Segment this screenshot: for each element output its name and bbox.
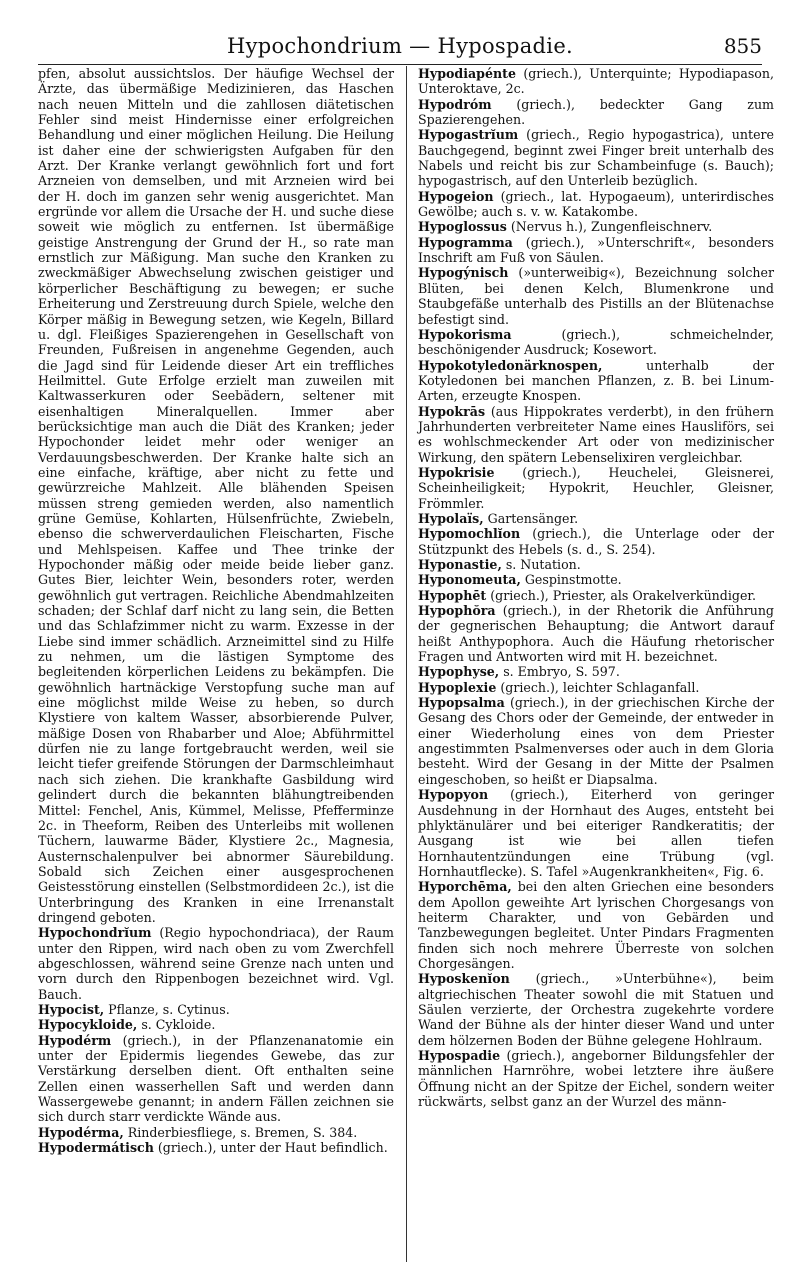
entry-headword: Hypodérm bbox=[38, 1032, 112, 1048]
entry-definition: (griech.), bedeckter Gang zum Spazierengehen. bbox=[418, 96, 774, 128]
entry-headword: Hypophŏra bbox=[418, 603, 496, 619]
entry-definition: (griech.), Heuchelei, Gleisnerei, Scheinheiligkeit; Hypokrit, Heuchler, Gleisner, Frömmler. bbox=[418, 464, 774, 511]
dictionary-entry bbox=[418, 127, 774, 188]
continued-paragraph: pfen, absolut aussichtslos. Der häufige Wechsel der Ärzte, das übermäßige Medizinieren, das Haschen nach neuen Mitteln und die zahllosen diätetischen Fehler sind meist Hindernisse einer erfolgreichen Behandlung und einer möglichen Heilung. Die Heilung ist daher eine der schwierigsten Aufgaben für den Arzt. Der Kranke verlangt gewöhnlich fort und fort Arzneien von demselben, und mit Arzneien wird bei der H. doch im ganzen sehr wenig ausgerichtet. Man ergründe vor allem die Ursache der H. und suche diese soweit wie möglich zu entfernen. Ist übermäßige geistige Anstrengung der Grund der H., so rate man ernstlich zur Mäßigung. Man suche den Kranken zu zweckmäßiger Abwechselung zwischen geistiger und körperlicher Beschäftigung zu bewegen; er suche Erheiterung und Zerstreuung durch Spiele, welche den Körper mäßig in Bewegung setzen, wie Kegeln, Billard u. dgl. Fleißiges Spazierengehen in Gesellschaft von Freunden, Fußreisen in angenehme Gegenden, auch die Jagd sind für Leidende dieser Art ein treffliches Heilmittel. Gute Erfolge erzielt man zuweilen mit Kaltwasserkuren oder Seebädern, seltener mit eisenhaltigen Mineralquellen. Immer aber berücksichtige man auch die Diät des Kranken; jeder Hypochonder leidet mehr oder weniger an Verdauungsbeschwerden. Der Kranke halte sich an eine einfache, kräftige, aber nicht zu fette und gewürzreiche Mahlzeit. Alle blähenden Speisen müssen streng gemieden werden, also namentlich grüne Gemüse, Kohlarten, Hülsenfrüchte, Zwiebeln, ebenso die schwerverdaulichen Fleischarten, Fische und Mehlspeisen. Kaffee und Thee trinke der Hypochonder mäßig oder meide beide lieber ganz. Gutes Bier, leichter Wein, besonders roter, werden gewöhnlich gut vertragen. Reichliche Abendmahlzeiten schaden; der Schlaf darf nicht zu lang sein, die Betten und das Schlafzimmer nicht zu warm. Exzesse in der Liebe sind immer schädlich. Arzneimittel sind zu Hilfe zu nehmen, um die lästigen Symptome des begleitenden körperlichen Leidens zu bekämpfen. Die gewöhnlich hartnäckige Verstopfung suche man auf eine möglichst milde Weise zu heben, so durch Klystiere von kaltem Wasser, absorbierende Pulver, mäßige Dosen von Rhabarber und Aloe; Abführmittel dürfen nie zu lange fortgebraucht werden, weil sie leicht tiefer greifende Störungen der Darmschleimhaut nach sich ziehen. Die krankhafte Gasbildung wird gelindert durch die bekannten blähungtreibenden Mittel: Fenchel, Anis, Kümmel, Melisse, Pfefferminze 2c. in Theeform, Reiben des Unterleibs mit wollenen Tüchern, lauwarme Bäder, Klystiere 2c., Magnesia, Austernschalenpulver bei abnormer Säurebildung. Sobald sich Zeichen einer ausgesprochenen Geistesstörung einstellen (Selbstmordideen 2c.), ist die Unterbringung des Kranken in eine Irrenanstalt dringend geboten. bbox=[38, 66, 394, 925]
dictionary-entry bbox=[418, 511, 774, 526]
entry-definition: (griech.), Unterquinte; Hypodiapason, Unteroktave, 2c. bbox=[418, 66, 774, 97]
dictionary-entry bbox=[418, 572, 774, 587]
entry-headword: Hyposkenĭon bbox=[418, 971, 510, 987]
entry-definition: s. Cykloide. bbox=[137, 1017, 216, 1033]
entry-definition: (»unterweibig«), Bezeichnung solcher Blüten, bei denen Kelch, Blumenkrone und Staubgefäße unterhalb des Pistills an der Blütenachse befestigt sind. bbox=[418, 265, 774, 327]
entry-definition: (Nervus h.), Zungenfleischnerv. bbox=[506, 219, 713, 235]
entry-headword: Hypospadie bbox=[418, 1048, 501, 1063]
dictionary-entry bbox=[418, 465, 774, 511]
dictionary-entry bbox=[418, 404, 774, 465]
dictionary-entry bbox=[418, 588, 774, 603]
entry-definition: unterhalb der Kotyledonen bei manchen Pflanzen, z. B. bei Linum-Arten, erzeugte Knospen. bbox=[418, 357, 774, 404]
entry-headword: Hyporchēma, bbox=[418, 879, 512, 895]
entry-headword: Hypoglossus bbox=[418, 219, 507, 235]
entry-headword: Hypodermátisch bbox=[38, 1140, 154, 1156]
left-column bbox=[38, 66, 394, 1155]
column-divider bbox=[406, 66, 407, 1262]
entry-definition: (griech., »Unterbühne«), beim altgriechischen Theater sowohl die mit Statuen und Säulen verzierte, der Orchestra zugekehrte vordere Wand der Bühne als der hinter dieser Wand und unter dem hölzernen Boden der Bühne gelegene Hohlraum. bbox=[418, 971, 774, 1048]
dictionary-entry bbox=[418, 265, 774, 326]
dictionary-entry bbox=[38, 1017, 394, 1032]
dictionary-entry bbox=[418, 557, 774, 572]
dictionary-entry bbox=[38, 1033, 394, 1125]
entry-definition: (griech.), angeborner Bildungsfehler der männlichen Harnröhre, wobei letztere ihre äußere Öffnung nicht an der Spitze der Eichel, sondern weiter rückwärts, selbst ganz an der Wurzel des männ- bbox=[418, 1048, 774, 1110]
entry-headword: Hypogeion bbox=[418, 188, 494, 204]
dictionary-entry bbox=[418, 1048, 774, 1109]
entry-definition: (griech.), in der griechischen Kirche der Gesang des Chors oder der Gemeinde, der entweder in einer Wiederholung eines von dem Priester angestimmten Psalmenverses oder auch in dem Gloria besteht. Wird der Gesang in der Mitte der Psalmen eingeschoben, so heißt er Diapsalma. bbox=[418, 695, 774, 787]
dictionary-entry bbox=[418, 97, 774, 128]
entry-definition: Gartensänger. bbox=[483, 510, 579, 526]
dictionary-entry bbox=[418, 189, 774, 220]
entry-headword: Hypomochlĭon bbox=[418, 526, 521, 542]
entry-headword: Hypolaïs, bbox=[418, 510, 484, 526]
entry-headword: Hypogýnisch bbox=[418, 265, 509, 281]
entry-headword: Hypocykloide, bbox=[38, 1017, 138, 1033]
entry-definition: (griech.), »Unterschrift«, besonders Inschrift am Fuß von Säulen. bbox=[418, 234, 774, 266]
left-entries bbox=[38, 925, 394, 1155]
entry-definition: (griech.), in der Rhetorik die Anführung der gegnerischen Behauptung; die Antwort darauf heißt Anthypophora. Auch die Häufung rhetorischer Fragen und Antworten wird mit H. bezeichnet. bbox=[418, 603, 774, 665]
dictionary-entry bbox=[418, 664, 774, 679]
dictionary-entry bbox=[418, 235, 774, 266]
dictionary-entry bbox=[38, 925, 394, 1002]
entry-headword: Hypodérma, bbox=[38, 1124, 124, 1140]
entry-definition: bei den alten Griechen eine besonders dem Apollon geweihte Art lyrischen Chorgesangs von heiterm Charakter, und von Gebärden und Tanzbewegungen begleitet. Unter Pindars Fragmenten finden sich noch mehrere Überreste von solchen Chorgesängen. bbox=[418, 879, 774, 971]
dictionary-entry bbox=[418, 327, 774, 358]
entry-definition: (griech.), schmeichelnder, beschönigender Ausdruck; Kosewort. bbox=[418, 326, 774, 358]
entry-definition: (aus Hippokrates verderbt), in den frühern Jahrhunderten verbreiteter Name eines Hausliförs, sei es wohlschmeckender Art oder von medizinischer Wirkung, den spätern Lebenselixiren vergleichbar. bbox=[418, 403, 774, 465]
entry-headword: Hypopsalma bbox=[418, 695, 505, 711]
entry-headword: Hypophēt bbox=[418, 587, 487, 603]
entry-headword: Hypocist, bbox=[38, 1001, 105, 1017]
entry-definition: (griech., Regio hypogastrica), untere Bauchgegend, beginnt zwei Finger breit unterhalb des Nabels und reicht bis zur Schambeinfuge (s. Bauch); hypogastrisch, auf den Unterleib bezüglich. bbox=[418, 127, 774, 189]
dictionary-entry bbox=[38, 1140, 394, 1155]
entry-definition: (griech.), Priester, als Orakelverkündiger. bbox=[486, 587, 757, 603]
entry-definition: Gespinstmotte. bbox=[520, 572, 622, 588]
page-number: 855 bbox=[723, 34, 762, 58]
page-header bbox=[38, 34, 762, 64]
dictionary-entry bbox=[418, 695, 774, 787]
dictionary-entry bbox=[38, 1125, 394, 1140]
dictionary-entry bbox=[38, 1002, 394, 1017]
dictionary-entry bbox=[418, 526, 774, 557]
right-column bbox=[418, 66, 774, 1109]
entry-definition: (griech.), leichter Schlaganfall. bbox=[496, 679, 700, 695]
entry-headword: Hypodróm bbox=[418, 96, 492, 112]
entry-headword: Hypogastrĭum bbox=[418, 127, 519, 143]
right-entries bbox=[418, 66, 774, 1109]
dictionary-entry bbox=[418, 219, 774, 234]
dictionary-entry bbox=[418, 680, 774, 695]
entry-headword: Hypopyon bbox=[418, 787, 489, 803]
entry-headword: Hypokorisma bbox=[418, 326, 512, 342]
entry-headword: Hypokotyledonärknospen, bbox=[418, 357, 603, 373]
dictionary-entry bbox=[418, 66, 774, 97]
entry-definition: s. Nutation. bbox=[501, 557, 581, 572]
entry-definition: (Regio hypochondriaca), der Raum unter den Rippen, wird nach oben zu vom Zwerchfell abgeschlossen, während seine Grenze nach unten und vorn durch den Rippenbogen bezeichnet wird. Vgl. Bauch. bbox=[38, 925, 394, 1002]
entry-headword: Hyponastie, bbox=[418, 557, 502, 572]
entry-definition: (griech., lat. Hypogaeum), unterirdisches Gewölbe; auch s. v. w. Katakombe. bbox=[418, 188, 774, 220]
entry-definition: (griech.), Eiterherd von geringer Ausdehnung in der Hornhaut des Auges, entsteht bei phlyktänulärer und bei eiteriger Randkeratitis; der Ausgang ist wie bei allen tiefen Hornhautentzündungen eine Trübung (vgl. Hornhautflecke). S. Tafel »Augenkrankheiten«, Fig. 6. bbox=[418, 787, 774, 879]
entry-headword: Hypophyse, bbox=[418, 664, 500, 680]
entry-definition: (griech.), die Unterlage oder der Stützpunkt des Hebels (s. d., S. 254). bbox=[418, 526, 774, 557]
dictionary-entry bbox=[418, 787, 774, 879]
entry-headword: Hypokrās bbox=[418, 403, 486, 419]
dictionary-entry bbox=[418, 879, 774, 971]
entry-headword: Hypokrisie bbox=[418, 464, 495, 480]
entry-headword: Hypochondrĭum bbox=[38, 925, 152, 941]
entry-definition: Rinderbiesfliege, s. Bremen, S. 384. bbox=[123, 1124, 358, 1140]
header-rule bbox=[38, 64, 762, 65]
entry-headword: Hyponomeuta, bbox=[418, 572, 521, 588]
entry-definition: (griech.), in der Pflanzenanatomie ein unter der Epidermis liegendes Gewebe, das zur Verstärkung derselben dient. Oft enthalten seine Zellen einen wasserhellen Saft und werden dann Wassergewebe genannt; in andern Fällen zeichnen sie sich durch starr verdickte Wände aus. bbox=[38, 1032, 394, 1125]
entry-headword: Hypodiapénte bbox=[418, 66, 516, 81]
dictionary-entry bbox=[418, 971, 774, 1048]
entry-definition: Pflanze, s. Cytinus. bbox=[104, 1001, 230, 1017]
dictionary-entry bbox=[418, 603, 774, 664]
running-title: Hypochondrium — Hypospadie. bbox=[226, 34, 574, 58]
entry-definition: (griech.), unter der Haut befindlich. bbox=[153, 1140, 388, 1156]
entry-headword: Hypoplexie bbox=[418, 679, 497, 695]
entry-headword: Hypogramma bbox=[418, 234, 513, 250]
entry-definition: s. Embryo, S. 597. bbox=[499, 664, 620, 680]
dictionary-entry bbox=[418, 358, 774, 404]
